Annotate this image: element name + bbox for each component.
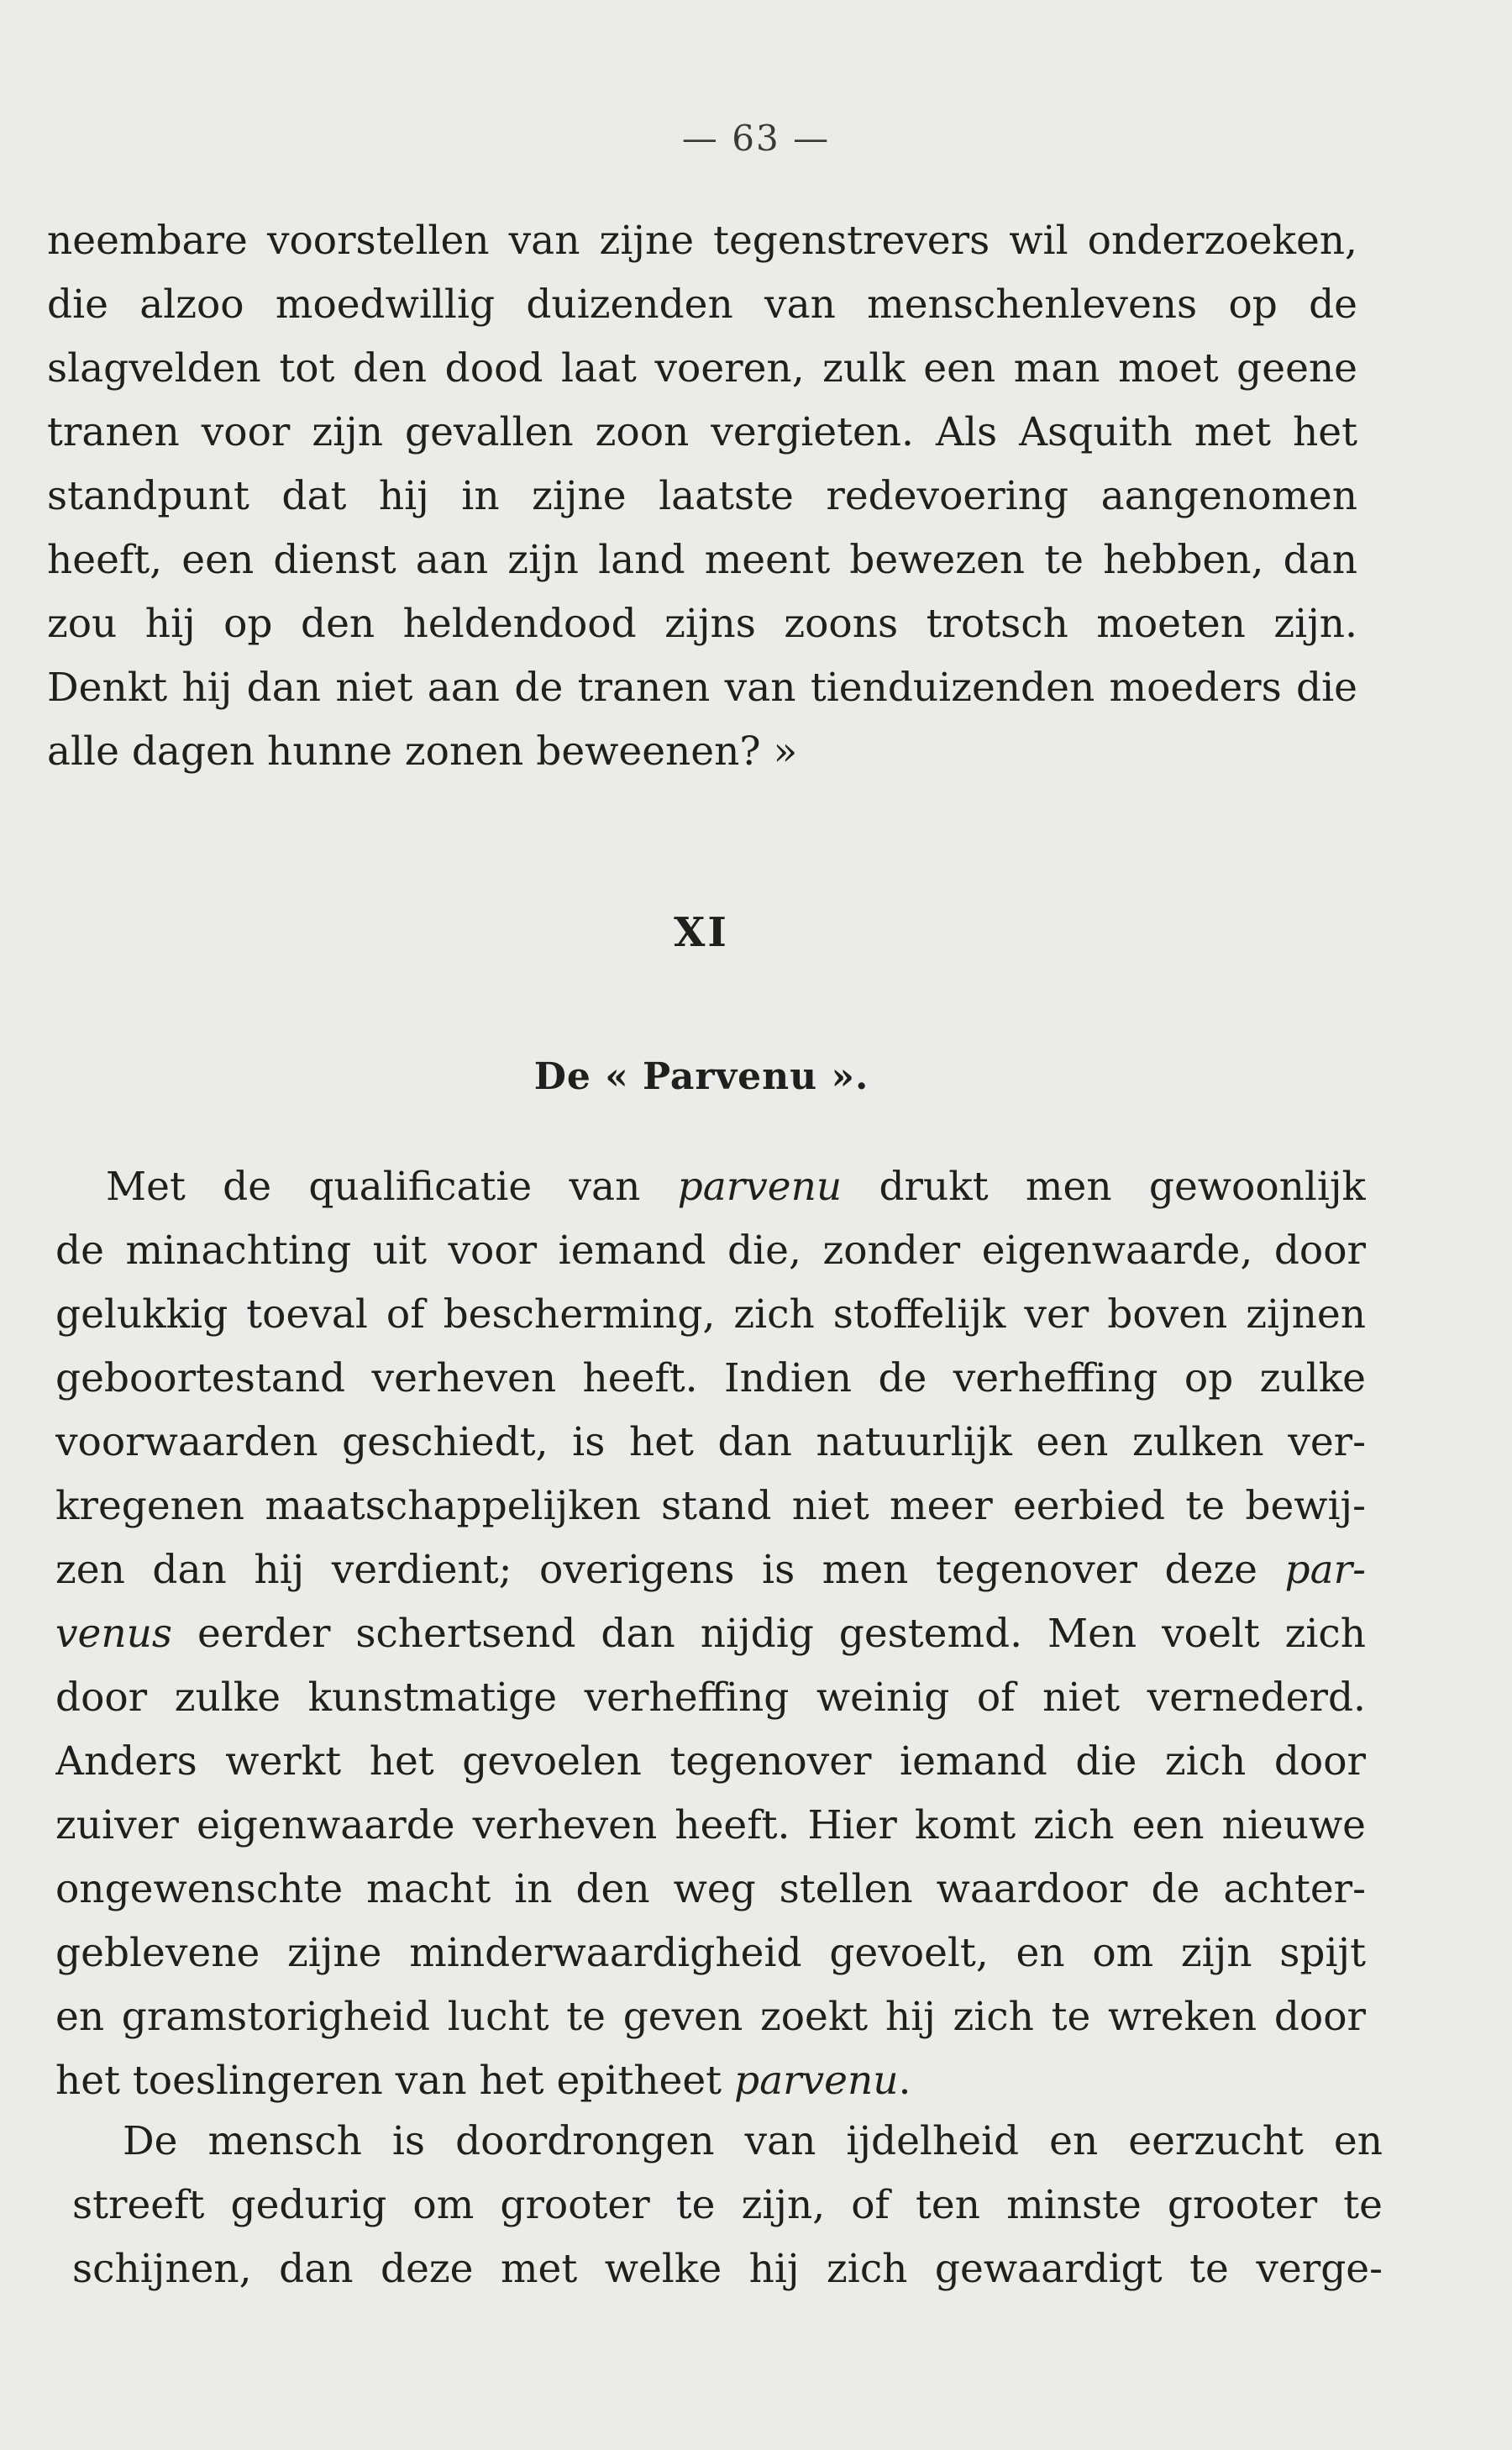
text-span: geblevene zijne minderwaardigheid gevoelt, en om zijn spijt — [55, 1930, 1366, 1976]
text-line — [55, 1539, 1366, 1601]
text-line — [55, 1986, 1366, 2048]
text-line — [55, 1284, 1366, 1346]
text-line — [55, 1412, 1366, 1474]
text-line — [55, 2050, 1366, 2112]
section-number: XI — [674, 909, 729, 956]
text-line — [55, 1922, 1366, 1985]
italic-span: par- — [1284, 1547, 1366, 1593]
text-span: Anders werkt het gevoelen tegenover iemand die zich door — [55, 1738, 1366, 1785]
text-span: het toeslingeren van het epitheet — [55, 2058, 734, 2104]
text-line: Denkt hij dan niet aan de tranen van tienduizenden moeders die — [47, 665, 1357, 711]
text-line — [55, 1859, 1366, 1921]
text-line: alle dagen hunne zonen beweenen? » — [47, 728, 798, 775]
text-line: tranen voor zijn gevallen zoon vergieten. Als Asquith met het — [47, 409, 1357, 455]
text-line — [55, 1795, 1366, 1857]
text-line — [55, 1667, 1366, 1729]
text-span: en gramstorigheid lucht te geven zoekt hij zich te wreken door — [55, 1994, 1366, 2040]
text-line: die alzoo moedwillig duizenden van menschenlevens op de — [47, 281, 1357, 328]
text-span: Met de qualificatie van — [106, 1164, 678, 1210]
text-line: zou hij op den heldendood zijns zoons trotsch moeten zijn. — [47, 601, 1357, 647]
text-span: drukt men gewoonlijk — [842, 1164, 1366, 1210]
italic-span: parvenu — [734, 2058, 899, 2104]
text-line: neembare voorstellen van zijne tegenstrevers wil onderzoeken, — [47, 218, 1357, 264]
page-number: — 63 — — [681, 118, 831, 159]
text-span: zuiver eigenwaarde verheven heeft. Hier komt zich een nieuwe — [55, 1802, 1366, 1848]
text-line: standpunt dat hij in zijne laatste redevoering aangenomen — [47, 473, 1357, 519]
text-line: heeft, een dienst aan zijn land meent bewezen te hebben, dan — [47, 537, 1357, 583]
text-line: streeft gedurig om grooter te zijn, of ten minste grooter te — [72, 2182, 1383, 2228]
section-title: De « Parvenu ». — [533, 1055, 869, 1098]
text-span: ongewenschte macht in den weg stellen waardoor de achter- — [55, 1866, 1366, 1912]
italic-span: venus — [55, 1611, 173, 1657]
text-span: gelukkig toeval of bescherming, zich stoffelijk ver boven zijnen — [55, 1291, 1366, 1338]
text-line — [106, 1156, 1366, 1218]
text-span: voorwaarden geschiedt, is het dan natuurlijk een zulken ver- — [55, 1419, 1366, 1465]
text-line: slagvelden tot den dood laat voeren, zulk een man moet geene — [47, 345, 1357, 392]
text-span: . — [898, 2058, 911, 2104]
text-line — [55, 1220, 1366, 1282]
text-line: De mensch is doordrongen van ijdelheid en eerzucht en — [123, 2118, 1383, 2164]
text-span: kregenen maatschappelijken stand niet meer eerbied te bewij- — [55, 1483, 1366, 1529]
text-line — [55, 1475, 1366, 1538]
text-line — [55, 1603, 1366, 1665]
text-span: geboortestand verheven heeft. Indien de verheffing op zulke — [55, 1355, 1366, 1401]
text-line — [55, 1348, 1366, 1410]
text-span: door zulke kunstmatige verheffing weinig of niet vernederd. — [55, 1675, 1366, 1721]
text-span: de minachting uit voor iemand die, zonder eigenwaarde, door — [55, 1228, 1366, 1274]
text-span: eerder schertsend dan nijdig gestemd. Men voelt zich — [172, 1611, 1366, 1657]
italic-span: parvenu — [677, 1164, 843, 1210]
text-line — [55, 1731, 1366, 1793]
text-line: schijnen, dan deze met welke hij zich gewaardigt te verge- — [72, 2246, 1383, 2292]
text-span: zen dan hij verdient; overigens is men tegenover deze — [55, 1547, 1285, 1593]
